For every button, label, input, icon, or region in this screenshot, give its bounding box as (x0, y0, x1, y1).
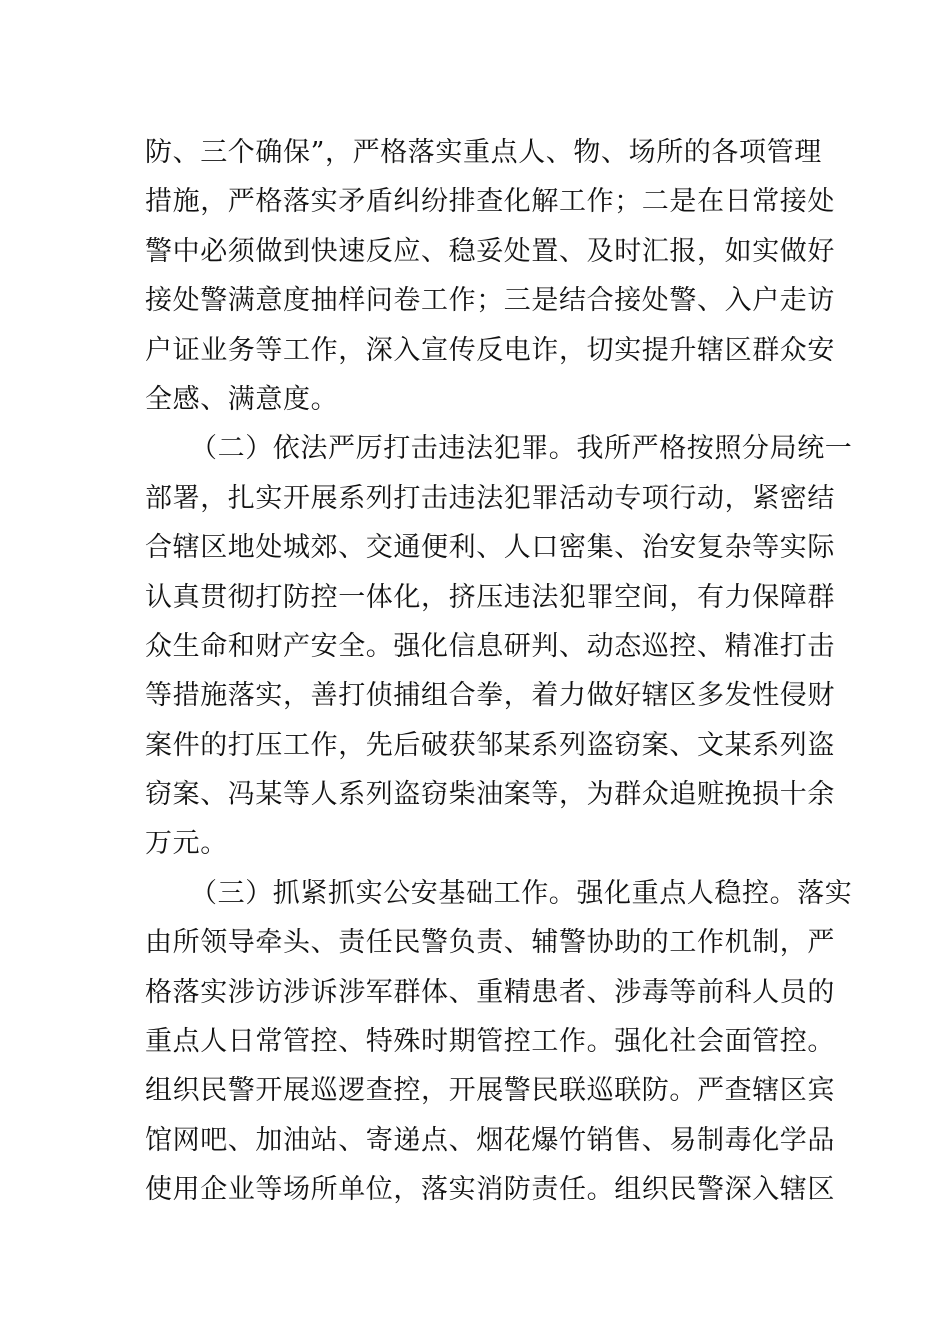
text-line: 由所领导牵头、责任民警负责、辅警协助的工作机制，严 (145, 927, 835, 959)
text-line: 接处警满意度抽样问卷工作；三是结合接处警、入户走访 (145, 285, 835, 317)
text-line: 警中必须做到快速反应、稳妥处置、及时汇报，如实做好 (145, 235, 835, 267)
text-line: 馆网吧、加油站、寄递点、烟花爆竹销售、易制毒化学品 (145, 1124, 835, 1156)
text-line: 众生命和财产安全。强化信息研判、动态巡控、精准打击 (145, 630, 835, 662)
text-line: 防、三个确保”，严格落实重点人、物、场所的各项管理 (145, 137, 822, 168)
text-line: 户证业务等工作，深入宣传反电诈，切实提升辖区群众安 (145, 334, 835, 366)
text-line: 组织民警开展巡逻查控，开展警民联巡联防。严查辖区宾 (145, 1075, 835, 1107)
text-line: 万元。 (145, 828, 228, 860)
section-heading-line: （二）依法严厉打击违法犯罪。我所严格按照分局统一 (190, 433, 853, 465)
text-line: 等措施落实，善打侦捕组合拳，着力做好辖区多发性侵财 (145, 680, 835, 712)
text-line: 措施，严格落实矛盾纠纷排查化解工作；二是在日常接处 (145, 186, 835, 218)
body-text (145, 128, 853, 1215)
text-line: 案件的打压工作，先后破获邹某系列盗窃案、文某系列盗 (145, 729, 835, 761)
text-line: 认真贯彻打防控一体化，挤压违法犯罪空间，有力保障群 (145, 581, 835, 613)
text-line: 使用企业等场所单位，落实消防责任。组织民警深入辖区 (145, 1174, 835, 1206)
text-line: 重点人日常管控、特殊时期管控工作。强化社会面管控。 (145, 1026, 835, 1058)
text-line: 合辖区地处城郊、交通便利、人口密集、治安复杂等实际 (145, 532, 835, 564)
text-line: 格落实涉访涉诉涉军群体、重精患者、涉毒等前科人员的 (145, 976, 835, 1008)
text-line: 全感、满意度。 (145, 383, 339, 415)
text-line: 部署，扎实开展系列打击违法犯罪活动专项行动，紧密结 (145, 482, 835, 514)
text-line: 窃案、冯某等人系列盗窃柴油案等，为群众追赃挽损十余 (145, 779, 835, 811)
section-heading-line: （三）抓紧抓实公安基础工作。强化重点人稳控。落实 (190, 877, 853, 909)
